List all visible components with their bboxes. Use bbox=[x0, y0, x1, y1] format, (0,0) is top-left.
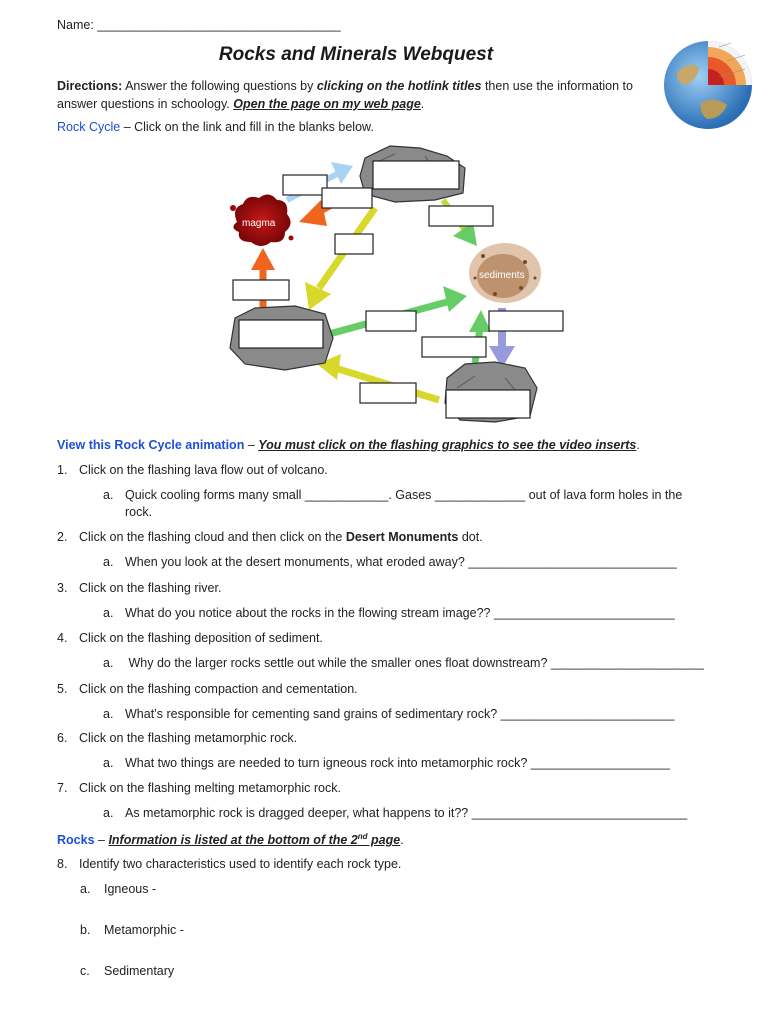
sub-letter: a. bbox=[103, 488, 114, 502]
blank-box-11[interactable] bbox=[360, 383, 416, 403]
question-text-end: dot. bbox=[458, 530, 483, 544]
item-text: Igneous - bbox=[104, 882, 157, 896]
question-7a bbox=[103, 806, 687, 820]
question-number: 3. bbox=[57, 581, 68, 595]
sub-letter: a. bbox=[103, 707, 114, 721]
question-2a bbox=[103, 555, 677, 569]
question-text: Click on the flashing deposition of sediment. bbox=[79, 631, 323, 645]
blank-box-6[interactable] bbox=[233, 280, 289, 300]
directions-emphasis: clicking on the hotlink titles bbox=[316, 79, 482, 93]
question-5a bbox=[103, 707, 674, 721]
blank-box-8[interactable] bbox=[366, 311, 416, 331]
sub-text: What do you notice about the rocks in the flowing stream image?? __________________________ bbox=[125, 606, 675, 620]
question-3a bbox=[103, 606, 675, 620]
blank-box-7[interactable] bbox=[239, 320, 323, 348]
animation-end: . bbox=[636, 438, 640, 452]
rock-cycle-link[interactable]: Rock Cycle bbox=[57, 120, 121, 134]
name-line: Name: ___________________________________ bbox=[57, 18, 341, 32]
rock-type-sedimentary bbox=[80, 964, 174, 978]
question-text: Click on the flashing melting metamorphic rock. bbox=[79, 781, 341, 795]
rocks-info-text: Information is listed at the bottom of the 2 bbox=[108, 833, 358, 848]
sub-text: Why do the larger rocks settle out while the smaller ones float downstream? ______________________ bbox=[125, 656, 704, 670]
rock-cycle-instruction bbox=[57, 120, 374, 134]
rocks-link[interactable]: Rocks bbox=[57, 833, 95, 848]
blank-box-1[interactable] bbox=[283, 175, 327, 195]
question-4 bbox=[57, 631, 323, 645]
blank-box-12[interactable] bbox=[446, 390, 530, 418]
animation-link[interactable]: View this Rock Cycle animation bbox=[57, 438, 245, 452]
question-text: Click on the flashing lava flow out of volcano. bbox=[79, 463, 328, 477]
sediments-cluster bbox=[469, 243, 541, 303]
item-letter: c. bbox=[80, 964, 90, 978]
sub-text: What’s responsible for cementing sand grains of sedimentary rock? _________________________ bbox=[125, 707, 675, 721]
rock-type-igneous bbox=[80, 882, 156, 896]
directions-paragraph bbox=[57, 77, 647, 113]
blank-box-3[interactable] bbox=[322, 188, 372, 208]
question-1a bbox=[103, 488, 682, 502]
blank-box-10[interactable] bbox=[422, 337, 486, 357]
sub-text: When you look at the desert monuments, what eroded away? ______________________________ bbox=[125, 555, 677, 569]
blank-box-5[interactable] bbox=[335, 234, 373, 254]
rocks-info-end: page bbox=[367, 833, 401, 848]
blank-box-4[interactable] bbox=[429, 206, 493, 226]
question-text: Click on the flashing metamorphic rock. bbox=[79, 731, 298, 745]
directions-text-1: Answer the following questions by bbox=[122, 79, 317, 93]
sub-letter: a. bbox=[103, 656, 114, 670]
question-2 bbox=[57, 530, 483, 544]
question-3 bbox=[57, 581, 221, 595]
question-text: Identify two characteristics used to identify each rock type. bbox=[79, 857, 402, 871]
question-1 bbox=[57, 463, 328, 477]
magma-splat bbox=[230, 194, 294, 246]
rock-cycle-diagram bbox=[225, 138, 570, 428]
rocks-info bbox=[108, 833, 400, 847]
rock-cycle-text: – Click on the link and fill in the blanks below. bbox=[120, 120, 374, 134]
question-text: Click on the flashing cloud and then click on the bbox=[79, 530, 346, 544]
animation-instruction bbox=[57, 438, 640, 452]
item-letter: b. bbox=[80, 923, 91, 937]
sediments-label: sediments bbox=[479, 270, 525, 281]
web-page-link[interactable]: Open the page on my web page bbox=[233, 97, 421, 111]
sub-text: What two things are needed to turn igneous rock into metamorphic rock? ____________________ bbox=[125, 756, 670, 770]
directions-text-2: then use the information to answer questions in schoology. bbox=[57, 79, 633, 111]
question-number: 6. bbox=[57, 731, 68, 745]
sub-letter: a. bbox=[103, 806, 114, 820]
item-text: Metamorphic - bbox=[104, 923, 184, 937]
magma-label: magma bbox=[242, 218, 276, 229]
item-text: Sedimentary bbox=[104, 964, 175, 978]
earth-globe-image bbox=[657, 33, 755, 131]
animation-emphasis: You must click on the flashing graphics to see the video inserts bbox=[258, 438, 637, 452]
question-8 bbox=[57, 857, 401, 871]
question-4a bbox=[103, 656, 704, 670]
directions-end: . bbox=[420, 97, 425, 111]
question-number: 8. bbox=[57, 857, 68, 871]
question-number: 4. bbox=[57, 631, 68, 645]
question-number: 7. bbox=[57, 781, 68, 795]
sub-letter: a. bbox=[103, 756, 114, 770]
blank-box-9[interactable] bbox=[489, 311, 563, 331]
question-7 bbox=[57, 781, 341, 795]
question-6a bbox=[103, 756, 670, 770]
animation-dash: – bbox=[244, 438, 259, 452]
question-text: Click on the flashing compaction and cementation. bbox=[79, 682, 358, 696]
question-6 bbox=[57, 731, 297, 745]
question-number: 2. bbox=[57, 530, 68, 544]
rocks-info-sup: nd bbox=[357, 832, 368, 841]
sub-letter: a. bbox=[103, 606, 114, 620]
sub-text: Quick cooling forms many small ____________. Gases _____________ out of lava form holes in the bbox=[125, 488, 683, 502]
directions-label: Directions: bbox=[57, 79, 123, 93]
desert-monuments-label: Desert Monuments bbox=[345, 530, 459, 544]
sub-text: As metamorphic rock is dragged deeper, what happens to it?? _______________________________ bbox=[125, 806, 688, 820]
rock-type-metamorphic bbox=[80, 923, 184, 937]
page-title: Rocks and Minerals Webquest bbox=[218, 44, 494, 65]
rocks-end: . bbox=[400, 833, 404, 848]
question-number: 5. bbox=[57, 682, 68, 696]
item-letter: a. bbox=[80, 882, 91, 896]
question-5 bbox=[57, 682, 358, 696]
rocks-instruction bbox=[57, 832, 404, 847]
rocks-dash: – bbox=[94, 833, 109, 848]
question-number: 1. bbox=[57, 463, 68, 477]
sub-letter: a. bbox=[103, 555, 114, 569]
blank-box-2[interactable] bbox=[373, 161, 459, 189]
question-text: Click on the flashing river. bbox=[79, 581, 222, 595]
question-1a-cont: rock. bbox=[125, 505, 153, 519]
